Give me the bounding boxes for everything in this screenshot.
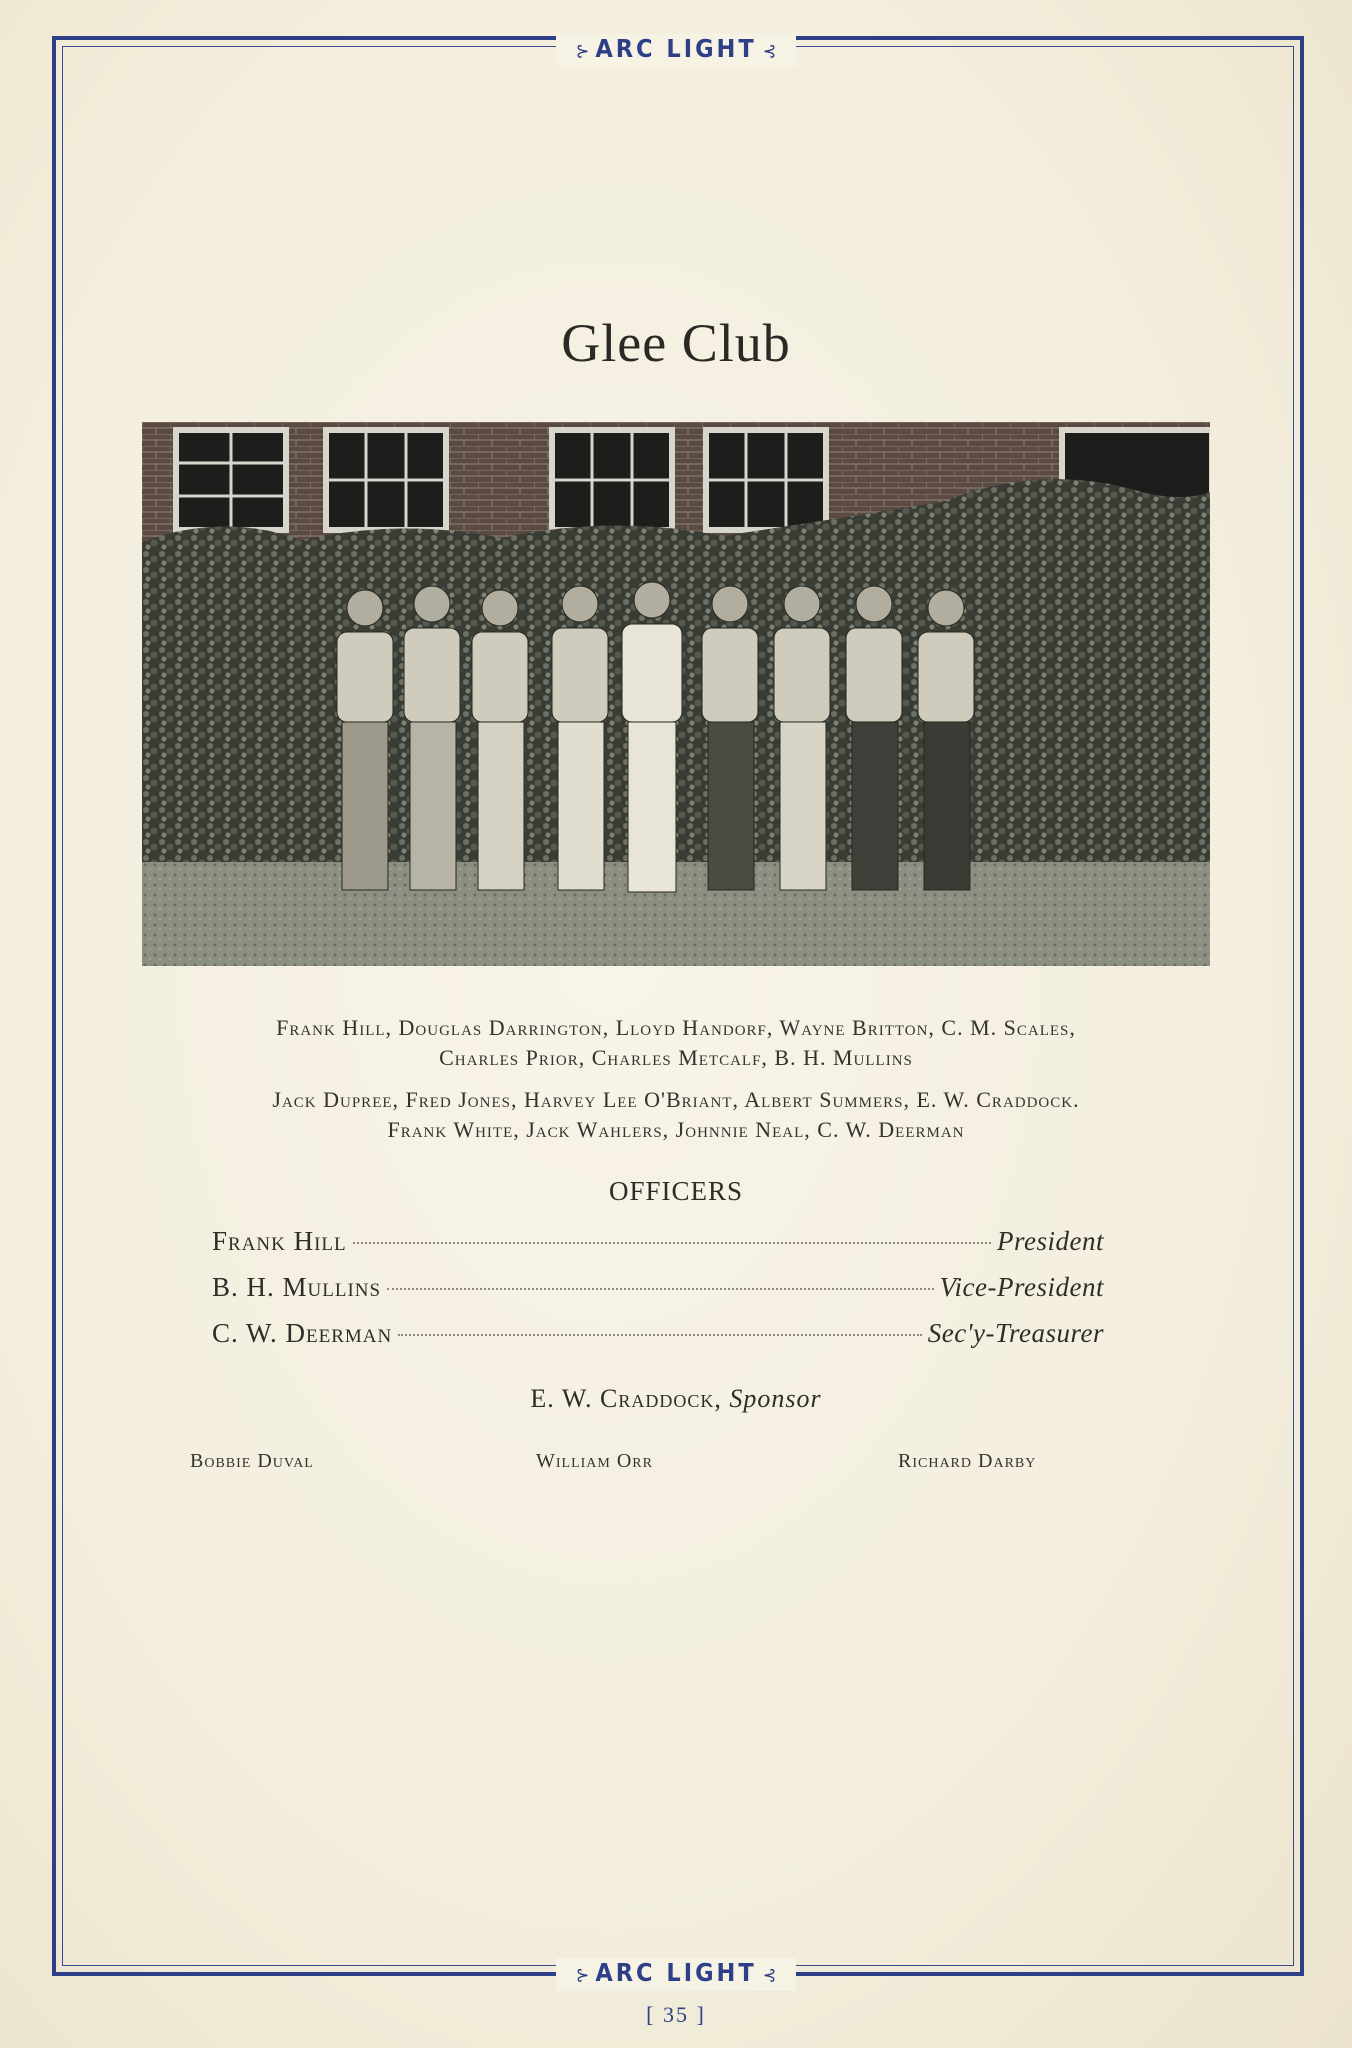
member-names-group-2 bbox=[0, 1085, 1352, 1145]
member-names-line: Frank White, Jack Wahlers, Johnnie Neal, C. W. Deerman bbox=[387, 1117, 965, 1142]
header-label: ARC LIGHT bbox=[595, 34, 757, 63]
header-banner bbox=[0, 34, 1352, 64]
group-photo bbox=[142, 422, 1210, 966]
officer-name: B. H. Mullins bbox=[212, 1272, 382, 1302]
ornament-icon: ⊰ bbox=[762, 41, 777, 62]
officer-role: Vice-President bbox=[939, 1272, 1104, 1302]
officer-row bbox=[212, 1318, 1104, 1358]
ornament-icon: ⊰ bbox=[762, 1965, 777, 1986]
page-title: Glee Club bbox=[561, 313, 791, 373]
page-number: [ 35 ] bbox=[646, 2002, 706, 2027]
officer-name: Frank Hill bbox=[212, 1226, 347, 1256]
figure-row bbox=[337, 582, 974, 892]
ornament-icon: ⊱ bbox=[575, 41, 590, 62]
officer-row bbox=[212, 1226, 1104, 1266]
accompanist-name: Richard Darby bbox=[898, 1450, 1037, 1472]
sponsor-line bbox=[0, 1384, 1352, 1414]
officer-role: Sec'y-Treasurer bbox=[927, 1318, 1104, 1348]
officer-role: President bbox=[997, 1226, 1104, 1256]
member-names-group-1 bbox=[0, 1013, 1352, 1073]
officer-row bbox=[212, 1272, 1104, 1312]
footer-label: ARC LIGHT bbox=[595, 1958, 757, 1987]
member-names-line: Charles Prior, Charles Metcalf, B. H. Mullins bbox=[439, 1045, 913, 1070]
officers-heading: OFFICERS bbox=[608, 1176, 744, 1206]
sponsor-role: Sponsor bbox=[729, 1384, 822, 1413]
officer-name: C. W. Deerman bbox=[212, 1318, 393, 1348]
member-names-line: Jack Dupree, Fred Jones, Harvey Lee O'Briant, Albert Summers, E. W. Craddock. bbox=[272, 1087, 1080, 1112]
dot-leader bbox=[398, 1334, 922, 1336]
accompanist-name: William Orr bbox=[536, 1450, 653, 1472]
header-label-wrap bbox=[556, 34, 797, 67]
ornament-icon: ⊱ bbox=[575, 1965, 590, 1986]
accompanist-name: Bobbie Duval bbox=[190, 1450, 314, 1472]
member-names-line: Frank Hill, Douglas Darrington, Lloyd Handorf, Wayne Britton, C. M. Scales, bbox=[276, 1015, 1076, 1040]
sponsor-name: E. W. Craddock, bbox=[530, 1384, 722, 1413]
dot-leader bbox=[387, 1288, 933, 1290]
footer-label-wrap bbox=[556, 1958, 797, 1991]
footer-banner bbox=[0, 1958, 1352, 1988]
dot-leader bbox=[353, 1242, 991, 1244]
